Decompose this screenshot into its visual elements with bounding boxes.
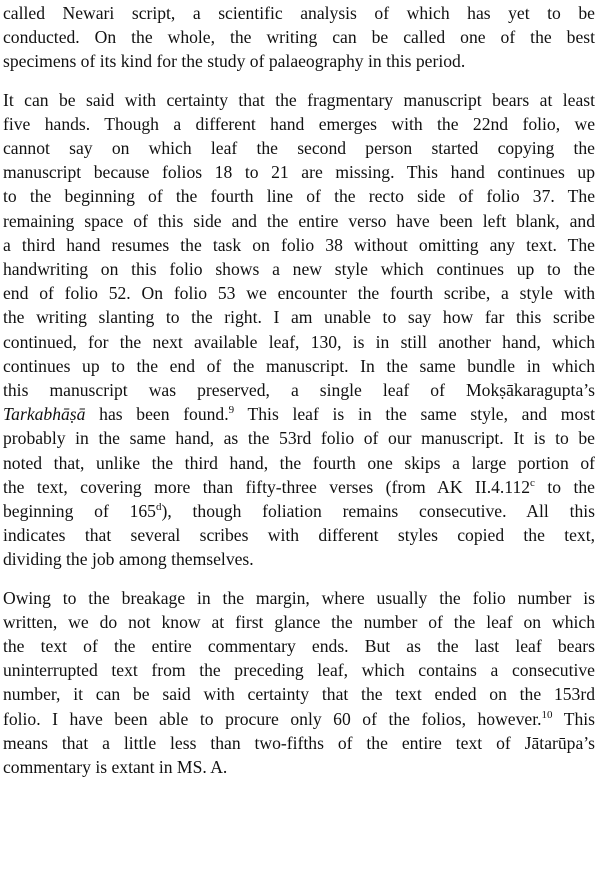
text-segment: folio. I have been able to procure only 60 of the folios, however. [3, 708, 542, 729]
text-line: manuscript because folios 18 to 21 are missing. This hand continues up [3, 162, 595, 183]
paragraph-2 [3, 88, 595, 572]
text-segment: the text, covering more than fifty-three verses (from AK II.4.112 [3, 476, 531, 497]
text-segment: beginning of 165 [3, 501, 156, 522]
text-line: this manuscript was preserved, a single leaf of Mokṣākaragupta’s [3, 380, 595, 401]
text-line: remaining space of this side and the entire verso have been left blank, and [3, 210, 595, 231]
text-line: the text of the entire commentary ends. But as the last leaf bears [3, 636, 595, 657]
text-segment: This [552, 708, 596, 729]
text-line: uninterrupted text from the preceding leaf, which contains a consecutive [3, 660, 595, 681]
text-line: conducted. On the whole, the writing can be called one of the best [3, 27, 595, 48]
text-line: written, we do not know at first glance the number of the leaf on which [3, 611, 595, 632]
text-line: dividing the job among themselves. [3, 549, 254, 570]
superscript-c: c [530, 477, 535, 489]
paragraph-1 [3, 1, 595, 74]
text-line: Owing to the breakage in the margin, where usually the folio number is [3, 587, 595, 608]
text-segment: has been found. [85, 404, 229, 425]
text-line: called Newari script, a scientific analysis of which has yet to be [3, 3, 595, 23]
text-line: noted that, unlike the third hand, the fourth one skips a large portion of [3, 452, 595, 473]
text-line: five hands. Though a different hand emerges with the 22nd folio, we [3, 113, 595, 134]
text-line [3, 707, 595, 731]
text-line: number, it can be said with certainty that the text ended on the 153rd [3, 684, 595, 705]
text-line [3, 475, 595, 499]
superscript-d: d [155, 501, 162, 514]
text-line: means that a little less than two-fifths of the entire text of Jātarūpa’s [3, 732, 595, 753]
text-line: commentary is extant in MS. A. [3, 757, 228, 778]
text-line [3, 402, 595, 426]
text-line: probably in the same hand, as the 53rd folio of our manuscript. It is to be [3, 428, 595, 449]
text-line: end of folio 52. On folio 53 we encounter the fourth scribe, a style with [3, 283, 595, 304]
text-segment: ), though foliation remains consecutive. All this [161, 501, 595, 522]
text-line [3, 499, 595, 523]
text-line: a third hand resumes the task on folio 38 without omitting any text. The [3, 234, 595, 255]
text-line: handwriting on this folio shows a new style which continues up to the [3, 259, 595, 280]
footnote-ref: 9 [228, 404, 235, 417]
text-segment: to the [534, 476, 595, 497]
text-line: indicates that several scribes with different styles copied the text, [3, 525, 595, 546]
book-title: Tarkabhāṣā [3, 404, 86, 425]
footnote-ref: 10 [541, 708, 553, 721]
text-line: cannot say on which leaf the second person started copying the [3, 138, 595, 159]
paragraph-3 [3, 586, 595, 780]
text-line: the writing slanting to the right. I am unable to say how far this scribe [3, 307, 595, 328]
text-line: continues up to the end of the manuscript. In the same bundle in which [3, 355, 595, 376]
text-line: It can be said with certainty that the fragmentary manuscript bears at least [3, 89, 595, 110]
text-line: continued, for the next available leaf, 130, is in still another hand, which [3, 331, 595, 352]
text-line: to the beginning of the fourth line of the recto side of folio 37. The [3, 186, 595, 207]
document-page [3, 0, 595, 779]
text-line: specimens of its kind for the study of palaeography in this period. [3, 51, 466, 72]
text-segment: This leaf is in the same style, and most [234, 404, 595, 425]
